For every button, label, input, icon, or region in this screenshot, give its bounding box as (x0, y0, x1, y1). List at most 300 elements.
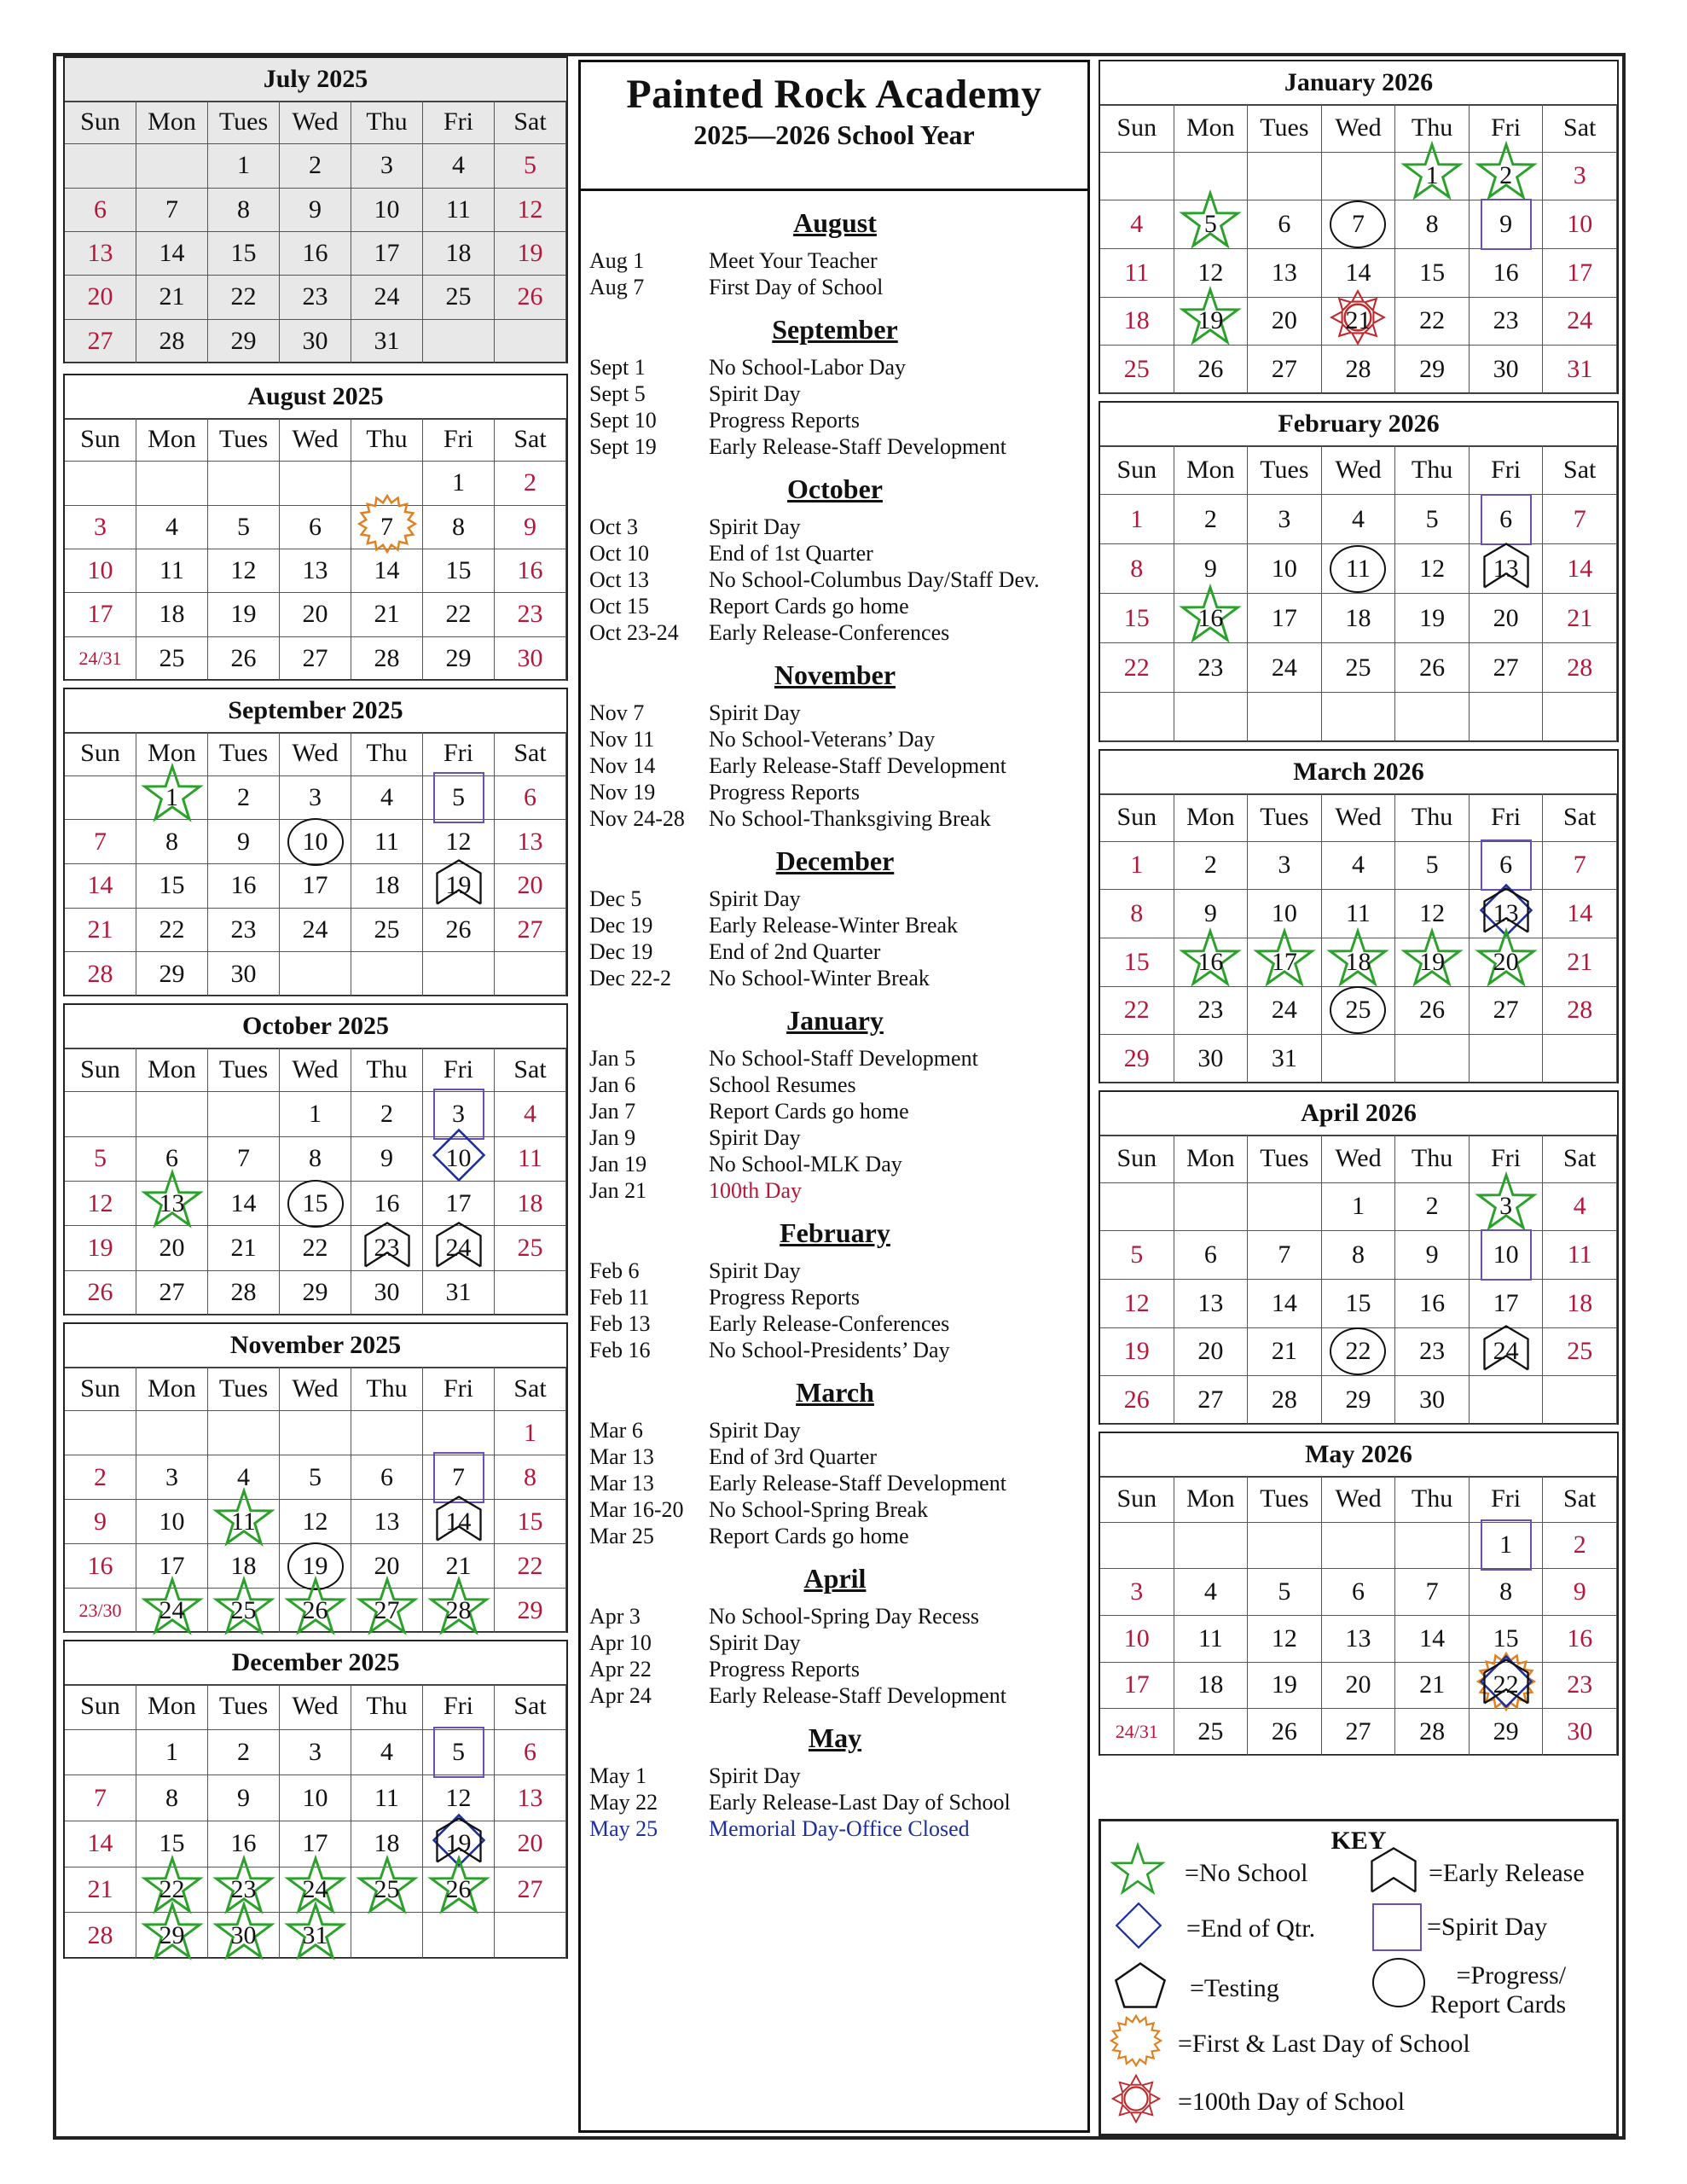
day-cell (423, 276, 495, 319)
day-cell (495, 232, 566, 276)
day-cell (1174, 1569, 1249, 1616)
month-grid (1100, 793, 1617, 1082)
hundredth-day-sun-icon (1110, 2072, 1162, 2132)
day-number: 12 (87, 1188, 113, 1217)
day-number: 1 (165, 1737, 178, 1766)
day-cell (495, 1913, 566, 1959)
day-cell (495, 320, 566, 363)
day-header: Thu (351, 1684, 423, 1730)
day-header: Tues (1248, 1135, 1322, 1183)
day-number: 30 (1197, 1044, 1224, 1073)
day-cell (1543, 346, 1617, 394)
day-cell (208, 1730, 280, 1776)
day-number: 29 (1419, 355, 1446, 384)
day-number: 25 (517, 1233, 543, 1262)
day-header: Sun (65, 1367, 136, 1411)
event-row (589, 726, 1081, 752)
day-cell (280, 1182, 351, 1226)
day-cell (280, 1092, 351, 1136)
day-number: 29 (302, 1278, 328, 1307)
day-number: 27 (87, 326, 113, 355)
day-number: 16 (1197, 603, 1224, 632)
key-spirit-day: =Spirit Day (1372, 1903, 1547, 1951)
day-cell (1470, 1569, 1544, 1616)
day-number: 12 (445, 1783, 472, 1812)
event-month-heading: December (775, 845, 895, 876)
day-number: 29 (445, 643, 472, 672)
day-cell (351, 952, 423, 996)
day-cell (1543, 1328, 1617, 1377)
day-number: 17 (1567, 258, 1593, 287)
event-date: Oct 10 (589, 541, 650, 566)
day-number: 11 (446, 195, 471, 224)
day-number: 20 (517, 871, 543, 900)
day-number: 21 (230, 1233, 257, 1262)
event-date: Nov 24-28 (589, 806, 685, 831)
day-cell (1174, 544, 1249, 594)
day-number: 9 (94, 1507, 107, 1536)
day-number: 1 (237, 151, 250, 180)
day-number: 15 (1123, 603, 1150, 632)
event-text: Spirit Day (709, 514, 801, 539)
day-number: 31 (445, 1278, 472, 1307)
day-number: 18 (1345, 947, 1371, 976)
day-cell (280, 1271, 351, 1316)
day-cell (1248, 693, 1322, 742)
day-cell (136, 1867, 208, 1914)
day-number: 11 (374, 827, 399, 856)
day-cell (1322, 1663, 1396, 1710)
day-number: 12 (302, 1507, 328, 1536)
event-text: End of 3rd Quarter (709, 1444, 878, 1469)
day-number: 26 (87, 1278, 113, 1307)
day-cell (65, 320, 136, 363)
event-row (589, 593, 1081, 619)
day-number: 18 (1567, 1288, 1593, 1317)
day-cell (280, 276, 351, 319)
day-cell (280, 1226, 351, 1270)
day-cell (1100, 249, 1174, 298)
day-cell (1395, 1035, 1470, 1083)
day-number: 8 (309, 1144, 322, 1173)
day-header: Tues (208, 418, 280, 462)
day-cell (423, 1226, 495, 1270)
day-cell (208, 776, 280, 821)
day-number: 24 (1567, 306, 1593, 335)
day-header: Tues (1248, 445, 1322, 495)
day-cell (280, 820, 351, 864)
day-cell (1543, 1709, 1617, 1756)
day-number: 6 (1499, 504, 1513, 533)
day-number: 28 (87, 1920, 113, 1949)
event-date: Feb 6 (589, 1258, 640, 1283)
day-header: Fri (423, 101, 495, 144)
event-text: No School-MLK Day (709, 1152, 902, 1176)
event-text: No School-Thanksgiving Break (709, 806, 991, 831)
day-cell (280, 462, 351, 505)
event-section (589, 314, 1081, 460)
event-row (589, 805, 1081, 832)
day-cell (351, 1092, 423, 1136)
day-cell (1248, 153, 1322, 201)
day-number: 17 (1493, 1288, 1519, 1317)
day-cell (495, 1455, 566, 1500)
day-number: 3 (1278, 851, 1291, 880)
day-cell (1174, 938, 1249, 987)
day-cell (65, 1226, 136, 1270)
day-header: Mon (136, 1367, 208, 1411)
day-cell (280, 1137, 351, 1182)
day-number: 2 (94, 1462, 107, 1491)
day-cell (1470, 544, 1544, 594)
event-date: Nov 14 (589, 753, 656, 778)
day-cell (1100, 544, 1174, 594)
event-section (589, 473, 1081, 646)
day-cell (351, 909, 423, 953)
day-cell (136, 1821, 208, 1867)
day-number: 10 (87, 556, 113, 585)
legend-key (1099, 1819, 1619, 2136)
day-header: Thu (1395, 104, 1470, 153)
day-cell (423, 1544, 495, 1589)
day-cell (208, 952, 280, 996)
day-number: 3 (1573, 161, 1586, 190)
day-header: Wed (1322, 793, 1396, 842)
day-number: 7 (1351, 210, 1365, 239)
day-cell (136, 1544, 208, 1589)
month-title: August 2025 (65, 375, 566, 420)
day-cell (1174, 890, 1249, 938)
day-number: 10 (1123, 1623, 1150, 1653)
day-cell (1174, 249, 1249, 298)
day-cell (1248, 938, 1322, 987)
day-number: 16 (1567, 1623, 1593, 1653)
day-cell (495, 820, 566, 864)
day-number: 21 (1419, 1670, 1446, 1699)
day-number: 7 (1573, 504, 1586, 533)
day-cell (1395, 1523, 1470, 1570)
event-row (589, 1763, 1081, 1789)
event-text: 100th Day (709, 1178, 803, 1203)
event-date: Sept 1 (589, 355, 646, 380)
event-row (589, 566, 1081, 593)
day-cell (1395, 1709, 1470, 1756)
day-header: Thu (351, 732, 423, 776)
day-cell (1543, 1231, 1617, 1280)
day-number: 13 (1493, 554, 1519, 583)
day-cell (1322, 249, 1396, 298)
day-cell (65, 1730, 136, 1776)
day-cell (1395, 1328, 1470, 1377)
day-number: 29 (159, 1920, 185, 1949)
day-cell (351, 1226, 423, 1270)
day-cell (208, 1455, 280, 1500)
day-cell (1100, 153, 1174, 201)
day-cell (1470, 693, 1544, 742)
day-cell (1543, 1280, 1617, 1328)
day-cell (423, 189, 495, 232)
month-grid (65, 418, 566, 679)
day-header: Tues (208, 1367, 280, 1411)
day-cell (351, 276, 423, 319)
day-cell (65, 1137, 136, 1182)
day-cell (1174, 1616, 1249, 1663)
day-number: 8 (1351, 1240, 1365, 1269)
day-number: 8 (1425, 210, 1439, 239)
day-number: 1 (1130, 504, 1144, 533)
day-cell (280, 1411, 351, 1455)
event-row (589, 1443, 1081, 1470)
event-month-heading: October (787, 473, 883, 504)
event-text: Early Release-Conferences (709, 620, 950, 645)
day-number: 7 (452, 1462, 465, 1491)
day-header: Fri (423, 732, 495, 776)
day-cell (1395, 890, 1470, 938)
day-cell (1248, 1280, 1322, 1328)
day-number: 14 (87, 871, 113, 900)
day-cell (208, 506, 280, 549)
day-cell (1100, 495, 1174, 544)
day-number: 27 (1271, 355, 1297, 384)
day-number: 25 (1123, 355, 1150, 384)
day-number: 9 (1425, 1240, 1439, 1269)
day-cell (136, 1226, 208, 1270)
day-cell (1100, 1616, 1174, 1663)
month-title: September 2025 (65, 689, 566, 734)
day-cell (1248, 298, 1322, 346)
event-row (589, 1656, 1081, 1682)
event-date: Nov 11 (589, 727, 655, 752)
event-text: Meet Your Teacher (709, 248, 878, 273)
day-number: 23 (1197, 996, 1224, 1025)
event-text: Report Cards go home (709, 594, 909, 619)
day-cell (280, 1455, 351, 1500)
day-cell (1395, 544, 1470, 594)
day-number: 12 (230, 556, 257, 585)
day-number: 13 (302, 556, 328, 585)
day-cell (1100, 643, 1174, 693)
day-header: Wed (280, 418, 351, 462)
day-cell (1248, 1376, 1322, 1425)
month-calendar (63, 1322, 568, 1633)
day-number: 30 (1493, 355, 1519, 384)
day-cell (1470, 1280, 1544, 1328)
day-cell (1100, 1709, 1174, 1756)
day-header: Fri (1470, 1135, 1544, 1183)
day-cell (1322, 1183, 1396, 1232)
day-number: 15 (302, 1188, 328, 1217)
day-cell (136, 1455, 208, 1500)
day-cell (1470, 1709, 1544, 1756)
day-header: Fri (1470, 445, 1544, 495)
day-number: 25 (374, 1874, 400, 1903)
day-cell (423, 637, 495, 681)
day-cell (1395, 249, 1470, 298)
event-date: Mar 16-20 (589, 1497, 684, 1522)
event-row (589, 1789, 1081, 1815)
day-number: 21 (1271, 1337, 1297, 1366)
event-text: No School-Labor Day (709, 355, 907, 380)
event-text: Early Release-Conferences (709, 1311, 950, 1336)
day-cell (1470, 153, 1544, 201)
event-date: Sept 10 (589, 408, 657, 433)
day-cell (495, 1589, 566, 1633)
day-number: 1 (165, 782, 178, 811)
day-cell (208, 864, 280, 909)
event-date: Mar 6 (589, 1418, 643, 1443)
day-cell (1322, 938, 1396, 987)
day-cell (495, 462, 566, 505)
day-header: Thu (1395, 1135, 1470, 1183)
day-cell (423, 232, 495, 276)
event-section (589, 207, 1081, 300)
spirit-day-square-icon (1372, 1903, 1422, 1951)
day-cell (1395, 1663, 1470, 1710)
day-cell (65, 1271, 136, 1316)
day-cell (1470, 1328, 1544, 1377)
day-cell (1100, 298, 1174, 346)
day-number: 3 (452, 1099, 465, 1128)
day-cell (208, 637, 280, 681)
day-cell (1248, 1709, 1322, 1756)
day-cell (136, 320, 208, 363)
day-number: 30 (230, 959, 257, 988)
day-cell (280, 189, 351, 232)
event-row (589, 1045, 1081, 1072)
day-cell (280, 1867, 351, 1914)
event-date: Nov 7 (589, 700, 645, 725)
day-number: 11 (1346, 554, 1371, 583)
day-cell (1248, 249, 1322, 298)
day-header: Tues (1248, 104, 1322, 153)
day-header: Fri (1470, 104, 1544, 153)
day-cell (136, 506, 208, 549)
day-cell (136, 1182, 208, 1226)
event-row (589, 938, 1081, 965)
day-number: 23 (230, 1874, 257, 1903)
event-month-heading: April (803, 1563, 867, 1594)
day-cell (1174, 1183, 1249, 1232)
day-cell (1395, 1231, 1470, 1280)
day-cell (1470, 1523, 1544, 1570)
event-month-heading: January (786, 1005, 884, 1036)
day-cell (208, 1589, 280, 1633)
day-number: 24/31 (1115, 1721, 1158, 1743)
day-cell (495, 1182, 566, 1226)
day-number: 25 (1345, 996, 1371, 1025)
day-number: 9 (1203, 899, 1217, 928)
day-cell (280, 952, 351, 996)
day-header: Wed (280, 101, 351, 144)
day-header: Sun (65, 101, 136, 144)
event-row (589, 540, 1081, 566)
day-cell (136, 549, 208, 593)
day-cell (351, 1775, 423, 1821)
day-number: 2 (1499, 161, 1513, 190)
day-cell (280, 909, 351, 953)
calendar-sheet (53, 53, 1626, 2140)
day-cell (495, 1867, 566, 1914)
event-section (589, 659, 1081, 832)
day-cell (65, 144, 136, 188)
day-cell (423, 1913, 495, 1959)
day-cell (423, 952, 495, 996)
day-number: 10 (374, 195, 400, 224)
day-number: 14 (1567, 899, 1593, 928)
day-header: Sun (1100, 445, 1174, 495)
day-cell (1248, 594, 1322, 643)
day-cell (423, 1182, 495, 1226)
day-cell (351, 1455, 423, 1500)
day-cell (1174, 594, 1249, 643)
day-cell (280, 1821, 351, 1867)
day-cell (65, 276, 136, 319)
day-header: Mon (1174, 445, 1249, 495)
day-cell (1543, 890, 1617, 938)
day-cell (1174, 1280, 1249, 1328)
day-cell (136, 1092, 208, 1136)
day-cell (1248, 1523, 1322, 1570)
event-date: Feb 11 (589, 1285, 650, 1310)
day-cell (208, 593, 280, 636)
day-cell (1322, 153, 1396, 201)
day-cell (136, 593, 208, 636)
event-month-heading: March (796, 1377, 874, 1408)
day-number: 22 (517, 1551, 543, 1580)
day-cell (1543, 249, 1617, 298)
event-text: Spirit Day (709, 700, 801, 725)
day-cell (495, 1821, 566, 1867)
event-month-heading: May (808, 1722, 862, 1753)
month-title: November 2025 (65, 1324, 566, 1368)
day-number: 12 (445, 827, 472, 856)
event-row (589, 1284, 1081, 1310)
day-cell (1470, 842, 1544, 891)
day-header: Sat (495, 1367, 566, 1411)
day-number: 8 (1499, 1577, 1513, 1606)
day-number: 8 (1130, 899, 1144, 928)
day-number: 21 (159, 282, 185, 311)
day-number: 23 (230, 915, 257, 944)
event-row (589, 1337, 1081, 1363)
day-number: 25 (445, 282, 472, 311)
day-cell (208, 1137, 280, 1182)
day-cell (65, 1589, 136, 1633)
day-cell (1470, 890, 1544, 938)
day-number: 3 (1130, 1577, 1144, 1606)
event-text: Early Release-Staff Development (709, 1683, 1006, 1708)
month-title: April 2026 (1100, 1092, 1617, 1136)
key-hundredth: =100th Day of School (1110, 2072, 1405, 2132)
day-number: 28 (87, 959, 113, 988)
day-cell (351, 1589, 423, 1633)
event-date: Sept 5 (589, 381, 646, 406)
event-text: Early Release-Staff Development (709, 1471, 1006, 1496)
day-number: 19 (1271, 1670, 1297, 1699)
day-number: 6 (309, 512, 322, 541)
event-section (589, 1377, 1081, 1549)
day-number: 2 (1203, 851, 1217, 880)
day-cell (1248, 842, 1322, 891)
day-cell (1248, 1663, 1322, 1710)
day-cell (65, 820, 136, 864)
event-section (589, 1563, 1081, 1709)
day-number: 30 (1567, 1717, 1593, 1746)
day-number: 19 (302, 1551, 328, 1580)
day-cell (1470, 1035, 1544, 1083)
day-number: 11 (1197, 1623, 1223, 1653)
day-cell (1174, 1663, 1249, 1710)
